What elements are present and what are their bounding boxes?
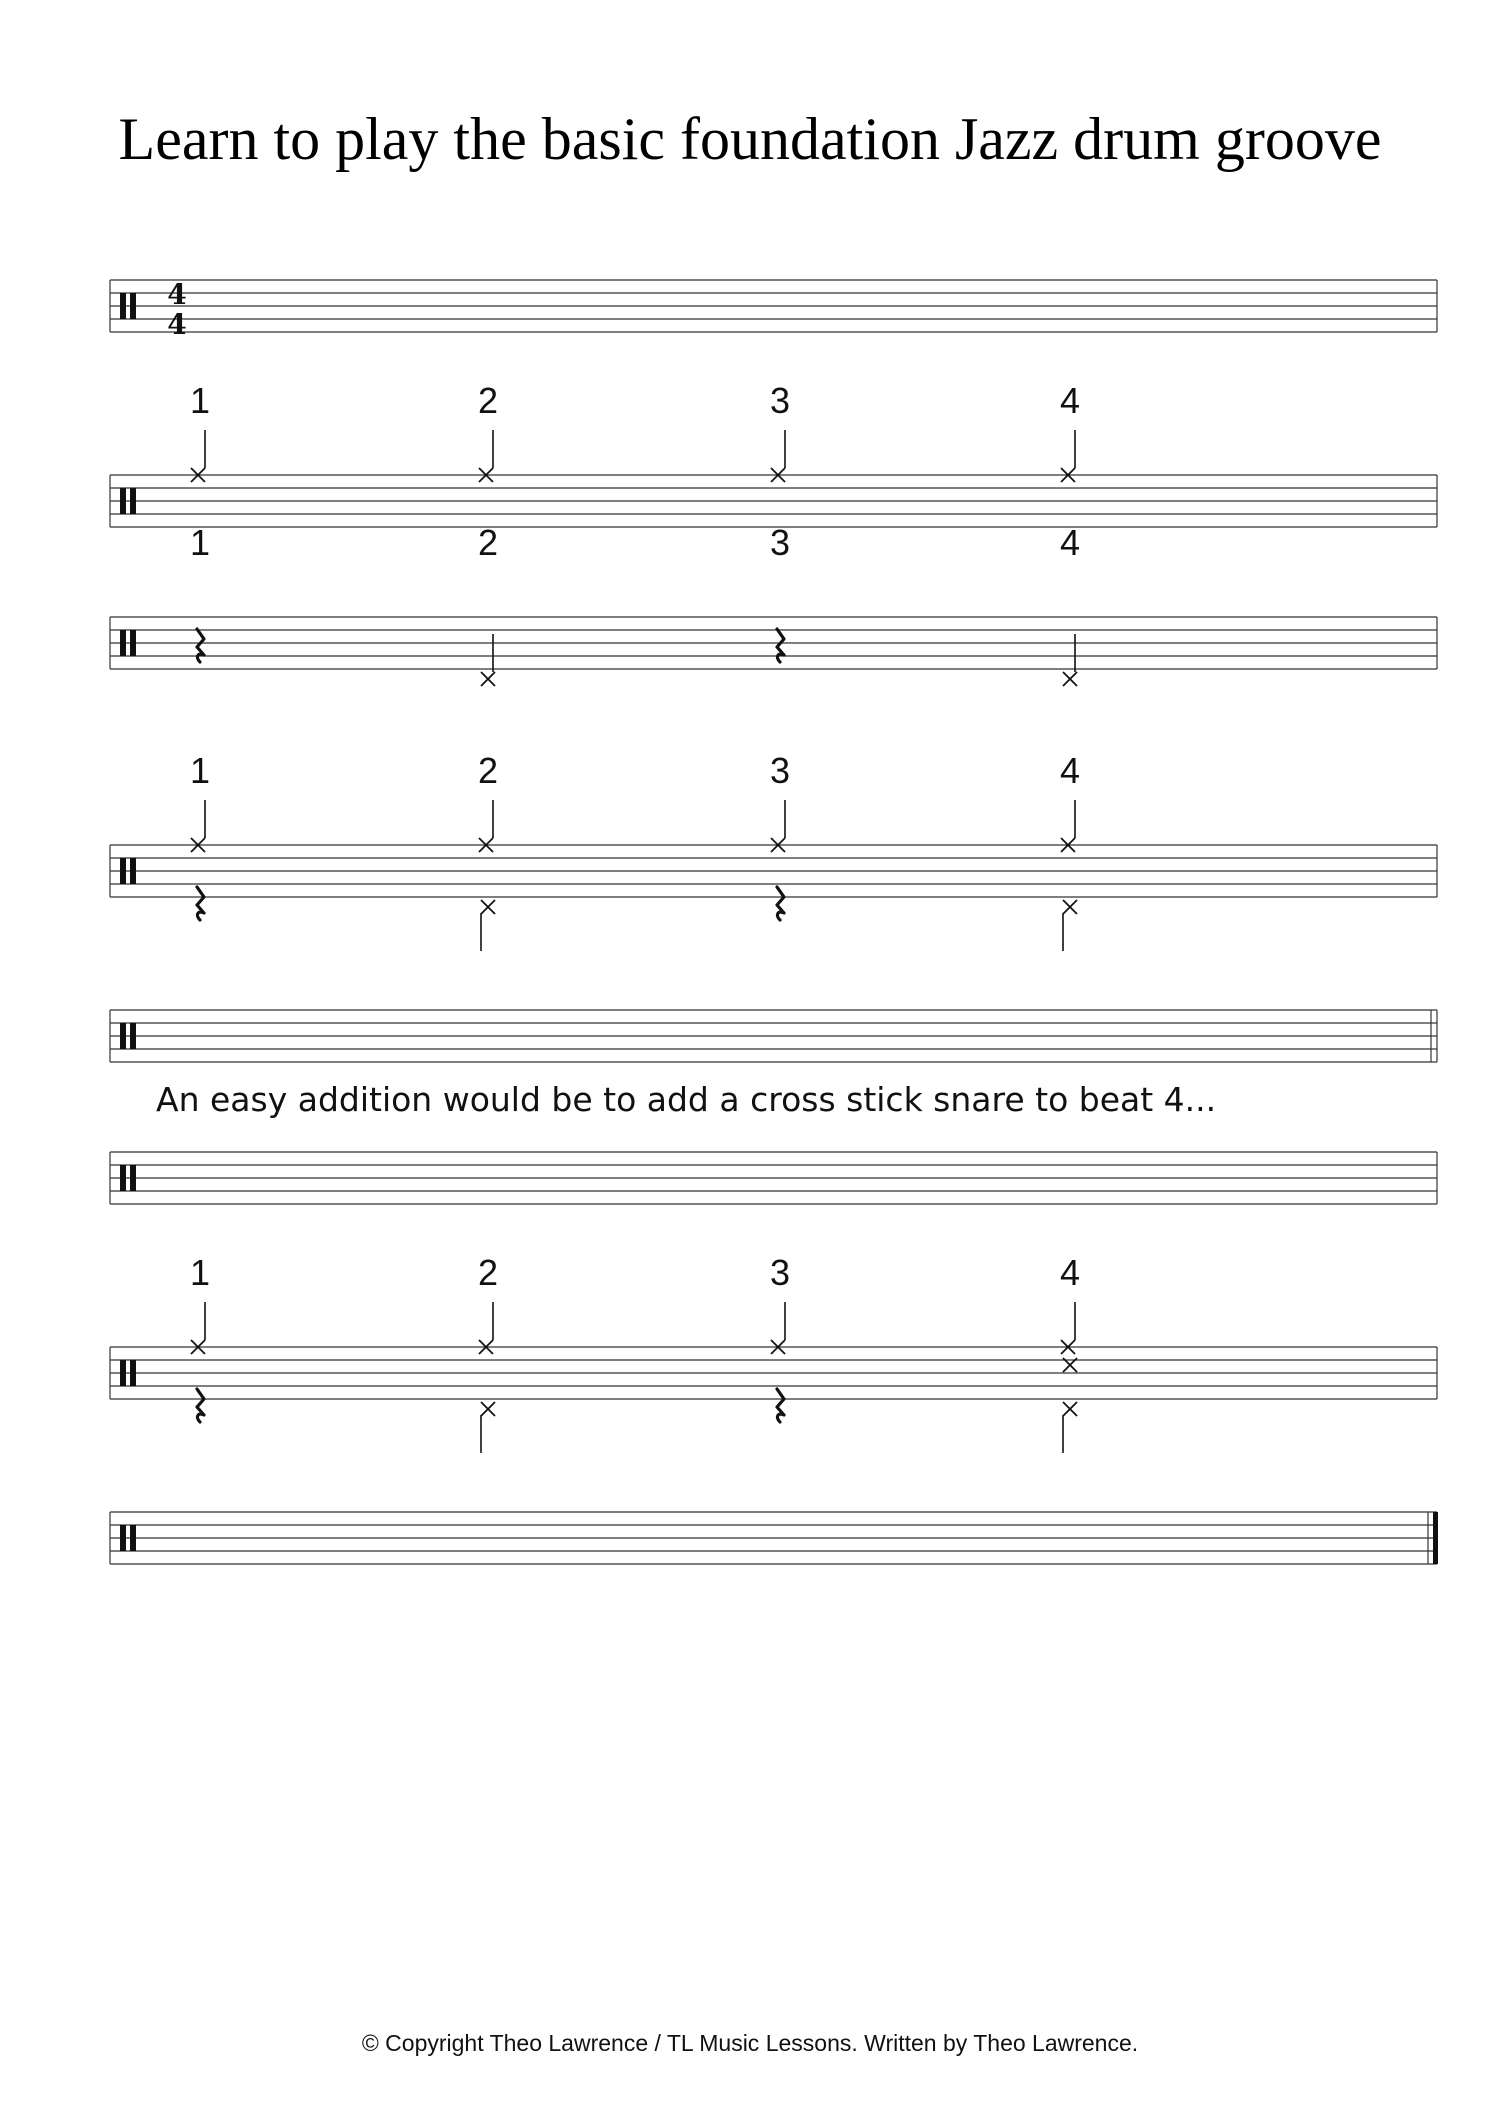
percussion-clef-bar-right [130,1360,136,1386]
quarter-rest-beat-3 [777,629,784,662]
percussion-clef-bar-right [130,293,136,319]
beat-count-4: 4 [1059,522,1081,563]
beat-count-1: 1 [189,1252,211,1293]
percussion-clef-bar-left [120,1525,126,1551]
beat-count-4: 4 [1059,380,1081,421]
quarter-rest-beat-1 [197,887,204,920]
instruction-text: An easy addition would be to add a cross stick snare to beat 4... [156,1080,1217,1119]
percussion-clef-bar-left [120,1165,126,1191]
hihat-foot-note-beat-4 [1063,900,1077,914]
hihat-foot-note-beat-4 [1063,672,1077,686]
beat-count-3: 3 [769,750,791,791]
final-barline-thick [1433,1512,1438,1564]
percussion-clef-bar-right [130,1165,136,1191]
beat-count-4: 4 [1059,750,1081,791]
percussion-clef-bar-left [120,1023,126,1049]
beat-count-2: 2 [477,1252,499,1293]
beat-count-4: 4 [1059,1252,1081,1293]
staff-system-8 [110,1512,1438,1564]
time-signature-bottom: 4 [167,308,187,341]
staff-system-2 [110,380,1437,527]
beat-count-1: 1 [189,750,211,791]
percussion-clef-bar-left [120,858,126,884]
percussion-clef-bar-right [130,630,136,656]
quarter-rest-beat-1 [197,629,204,662]
percussion-clef-bar-right [130,1023,136,1049]
quarter-rest-beat-1 [197,1389,204,1422]
staff-system-1 [110,278,1437,341]
quarter-rest-beat-3 [777,1389,784,1422]
beat-count-2: 2 [477,522,499,563]
staff-system-4 [110,750,1437,951]
beat-count-1: 1 [189,380,211,421]
copyright-footer: © Copyright Theo Lawrence / TL Music Lessons. Written by Theo Lawrence. [361,2030,1139,2056]
hihat-foot-note-beat-2 [481,900,495,914]
percussion-clef-bar-left [120,488,126,514]
percussion-clef-bar-right [130,488,136,514]
staff-system-3 [110,522,1437,686]
staff-system-7 [110,1252,1437,1453]
beat-count-3: 3 [769,380,791,421]
percussion-clef-bar-right [130,858,136,884]
page-title: Learn to play the basic foundation Jazz drum groove [118,106,1382,172]
beat-count-3: 3 [769,522,791,563]
hihat-foot-note-beat-4 [1063,1402,1077,1416]
hihat-foot-note-beat-2 [481,672,495,686]
beat-count-2: 2 [477,380,499,421]
time-signature-top: 4 [167,278,187,311]
percussion-clef-bar-left [120,1360,126,1386]
percussion-clef-bar-left [120,293,126,319]
percussion-clef-bar-left [120,630,126,656]
beat-count-2: 2 [477,750,499,791]
hihat-foot-note-beat-2 [481,1402,495,1416]
staff-system-6 [110,1152,1437,1204]
staff-system-5 [110,1010,1437,1062]
beat-count-3: 3 [769,1252,791,1293]
percussion-clef-bar-right [130,1525,136,1551]
quarter-rest-beat-3 [777,887,784,920]
beat-count-1: 1 [189,522,211,563]
